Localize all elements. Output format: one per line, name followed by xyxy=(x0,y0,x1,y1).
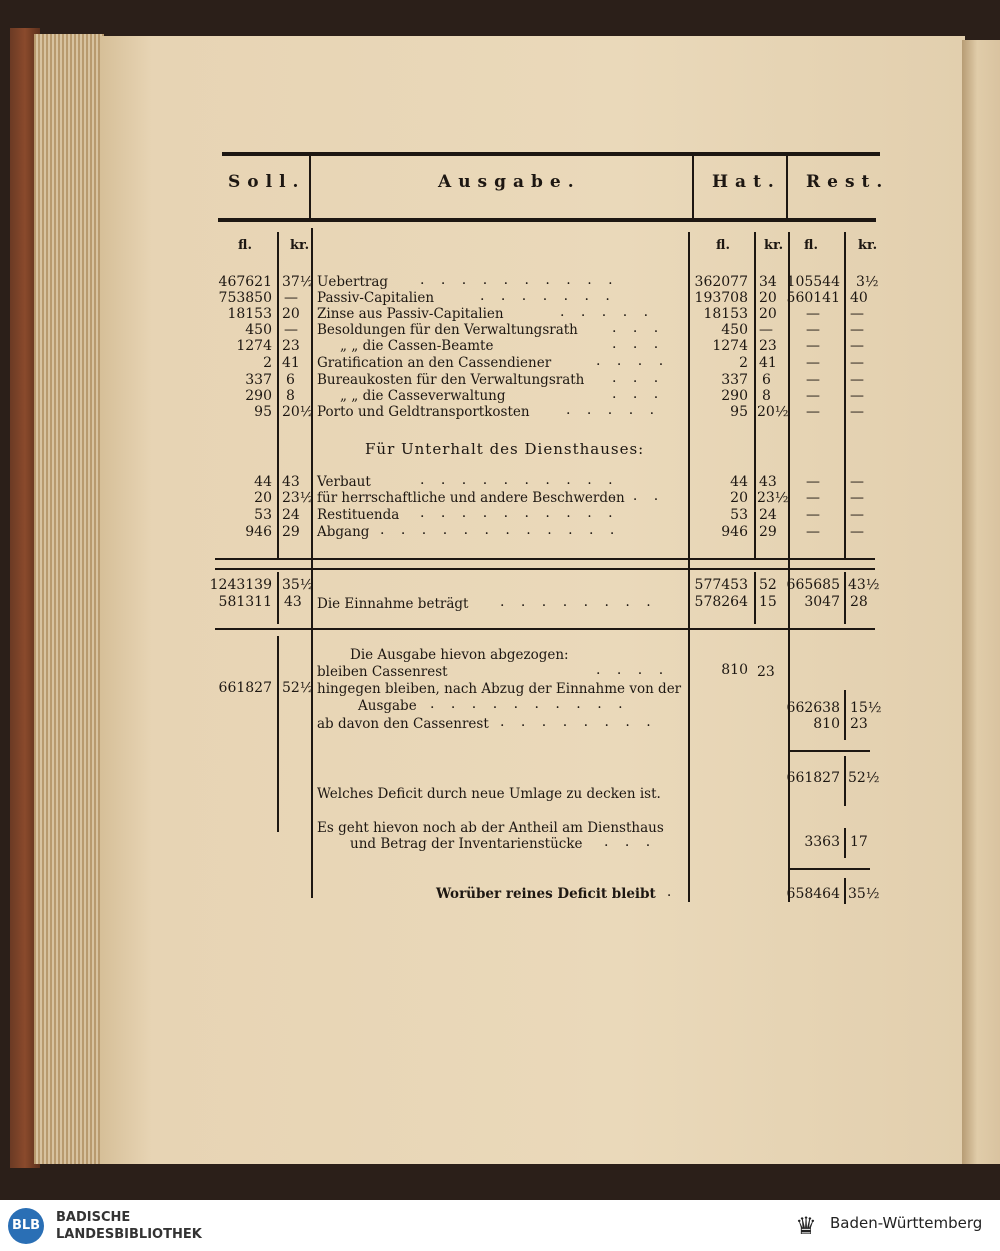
rest-kr: — xyxy=(850,524,864,540)
einnahme-description: Die Einnahme beträgt xyxy=(317,596,469,612)
soll-kr: 6 xyxy=(286,372,295,388)
header-soll: Soll. xyxy=(228,172,306,192)
hat-fl: 946 xyxy=(721,524,748,540)
soll-fl: 2 xyxy=(263,355,272,371)
rest-fl: — xyxy=(806,490,820,506)
section-heading: Für Unterhalt des Diensthauses: xyxy=(365,440,645,458)
row-description: Uebertrag xyxy=(317,274,389,290)
abzug-cassenrest-kr: 23 xyxy=(850,716,868,732)
column-rule xyxy=(844,572,846,624)
einnahme-hat-kr: 15 xyxy=(759,594,777,610)
anteil-rest-fl: 3363 xyxy=(804,834,840,850)
hat-fl: 44 xyxy=(730,474,748,490)
anteil-rest-kr: 17 xyxy=(850,834,868,850)
coat-of-arms-icon: ♛ xyxy=(795,1212,817,1240)
dot-leader: . . . . . xyxy=(560,304,655,320)
soll-kr: 8 xyxy=(286,388,295,404)
dot-leader: . . . . . . . . . . xyxy=(430,696,629,712)
soll-kr: 37½ xyxy=(282,274,314,290)
rest-fl: — xyxy=(806,306,820,322)
hat-kr: 20 xyxy=(759,306,777,322)
dot-leader: . . . . . . . . . . xyxy=(420,505,619,521)
hat-kr: 24 xyxy=(759,507,777,523)
facing-page-edge xyxy=(962,40,1000,1164)
dot-leader: . . . xyxy=(612,370,665,386)
soll-kr: — xyxy=(284,290,298,306)
hat-kr: 43 xyxy=(759,474,777,490)
rest-kr: — xyxy=(850,507,864,523)
row-description: Bureaukosten für den Verwaltungsrath xyxy=(317,372,585,388)
final-rest-kr: 35½ xyxy=(848,886,880,902)
soll-fl: 467621 xyxy=(218,274,272,290)
rest-fl: 560141 xyxy=(786,290,840,306)
rest-fl: — xyxy=(806,474,820,490)
soll-fl: 946 xyxy=(245,524,272,540)
blb-line2: LANDESBIBLIOTHEK xyxy=(56,1227,202,1242)
column-rule xyxy=(844,828,846,858)
abzug-cassenrest-fl: 810 xyxy=(813,716,840,732)
header-rest: Rest. xyxy=(806,172,890,192)
rest-kr: — xyxy=(850,388,864,404)
hat-kr: 23 xyxy=(759,338,777,354)
total-hat-kr: 52 xyxy=(759,577,777,593)
dot-leader: . . . . . . . . . . xyxy=(420,472,619,488)
abzug-line3: ab davon den Cassenrest xyxy=(317,716,489,732)
soll-fl: 44 xyxy=(254,474,272,490)
subheader-rest-fl: fl. xyxy=(804,238,818,253)
soll-kr: 43 xyxy=(282,474,300,490)
soll-kr: 41 xyxy=(282,355,300,371)
soll-kr: — xyxy=(284,322,298,338)
abzug-line2a: hingegen bleiben, nach Abzug der Einnahme von der xyxy=(317,681,682,697)
rest-kr: — xyxy=(850,306,864,322)
hat-kr: 34 xyxy=(759,274,777,290)
soll-kr: 29 xyxy=(282,524,300,540)
blb-logo-icon[interactable]: BLB xyxy=(8,1208,44,1244)
column-rule xyxy=(277,572,279,624)
section-rule xyxy=(790,868,870,870)
total-hat-fl: 577453 xyxy=(694,577,748,593)
hat-fl: 2 xyxy=(739,355,748,371)
total-rest-kr: 43½ xyxy=(848,577,880,593)
header-divider xyxy=(692,156,694,220)
total-soll-fl: 1243139 xyxy=(209,577,272,593)
soll-fl: 290 xyxy=(245,388,272,404)
section-rule xyxy=(215,568,875,570)
column-rule xyxy=(754,572,756,624)
soll-kr: 20½ xyxy=(282,404,314,420)
column-rule xyxy=(844,232,846,558)
header-divider xyxy=(309,156,311,220)
soll-fl: 753850 xyxy=(218,290,272,306)
abzug-soll-kr: 52½ xyxy=(282,680,314,696)
final-description: Worüber reines Deficit bleibt xyxy=(436,886,656,902)
column-rule xyxy=(277,636,279,832)
rest-kr: — xyxy=(850,338,864,354)
dot-leader: . . . . xyxy=(596,662,670,678)
row-description: „ „ die Cassen-Beamte xyxy=(340,338,494,354)
row-description: „ „ die Casseverwaltung xyxy=(340,388,506,404)
row-description: Restituenda xyxy=(317,507,400,523)
abzug-heading: Die Ausgabe hievon abgezogen: xyxy=(350,647,569,663)
anteil-line2: und Betrag der Inventarienstücke xyxy=(350,836,583,852)
dot-leader: . . . . xyxy=(596,353,670,369)
row-description: Verbaut xyxy=(317,474,371,490)
row-description: Zinse aus Passiv-Capitalien xyxy=(317,306,504,322)
hat-fl: 193708 xyxy=(694,290,748,306)
section-rule xyxy=(790,750,870,752)
page-stack-edge xyxy=(34,34,104,1164)
dot-leader: . . . . . . . . xyxy=(500,594,657,610)
hat-fl: 18153 xyxy=(703,306,748,322)
header-divider xyxy=(786,156,788,220)
dot-leader: . . . xyxy=(612,386,665,402)
rest-fl: — xyxy=(806,372,820,388)
hat-fl: 337 xyxy=(721,372,748,388)
viewer-footer xyxy=(0,1200,1000,1251)
hat-fl: 1274 xyxy=(712,338,748,354)
bw-name[interactable]: Baden-Württemberg xyxy=(830,1214,983,1232)
subheader-hat-fl: fl. xyxy=(716,238,730,253)
rest-kr: — xyxy=(850,490,864,506)
hat-kr: 8 xyxy=(762,388,771,404)
blb-name[interactable] xyxy=(56,1209,202,1243)
dot-leader: . . . xyxy=(612,336,665,352)
anteil-line1: Es geht hievon noch ab der Antheil am Diensthaus xyxy=(317,820,664,836)
rest-kr: — xyxy=(850,372,864,388)
row-description: Gratification an den Cassendiener xyxy=(317,355,552,371)
dot-leader: . . xyxy=(646,884,678,900)
dot-leader: . . . . . . . . xyxy=(500,714,657,730)
cassenrest-hat-kr: 23 xyxy=(757,664,775,680)
rest-fl: 105544 xyxy=(786,274,840,290)
column-rule xyxy=(844,690,846,740)
hat-fl: 53 xyxy=(730,507,748,523)
section-rule xyxy=(215,628,875,630)
einnahme-soll-fl: 581311 xyxy=(218,594,272,610)
dot-leader: . . . xyxy=(604,834,657,850)
hat-kr: — xyxy=(759,322,773,338)
einnahme-rest-kr: 28 xyxy=(850,594,868,610)
column-rule xyxy=(788,232,790,902)
soll-fl: 1274 xyxy=(236,338,272,354)
row-description: Abgang xyxy=(317,524,370,540)
column-rule xyxy=(311,228,313,898)
rest-fl: — xyxy=(806,388,820,404)
dot-leader: . . . xyxy=(612,488,665,504)
deficit-rest-kr: 52½ xyxy=(848,770,880,786)
cassenrest-hat-fl: 810 xyxy=(721,662,748,678)
hat-kr: 29 xyxy=(759,524,777,540)
rest-fl: — xyxy=(806,507,820,523)
column-rule xyxy=(844,878,846,904)
abzug-soll-fl: 661827 xyxy=(218,680,272,696)
soll-fl: 18153 xyxy=(227,306,272,322)
header-bottom-rule xyxy=(218,218,876,222)
row-description: Porto und Geldtransportkosten xyxy=(317,404,530,420)
blb-line1: BADISCHE xyxy=(56,1210,131,1225)
soll-kr: 23½ xyxy=(282,490,314,506)
soll-kr: 20 xyxy=(282,306,300,322)
rest-kr: — xyxy=(850,404,864,420)
total-rest-fl: 665685 xyxy=(786,577,840,593)
soll-kr: 24 xyxy=(282,507,300,523)
soll-fl: 337 xyxy=(245,372,272,388)
rest-kr: 3½ xyxy=(856,274,879,290)
header-hat: Hat. xyxy=(712,172,781,192)
hat-kr: 41 xyxy=(759,355,777,371)
hat-fl: 450 xyxy=(721,322,748,338)
row-description: Passiv-Capitalien xyxy=(317,290,435,306)
top-rule xyxy=(222,152,880,156)
soll-fl: 53 xyxy=(254,507,272,523)
hat-fl: 20 xyxy=(730,490,748,506)
column-rule xyxy=(277,232,279,558)
einnahme-soll-kr: 43 xyxy=(284,594,302,610)
row-description: Besoldungen für den Verwaltungsrath xyxy=(317,322,578,338)
hat-kr: 6 xyxy=(762,372,771,388)
dot-leader: . . . . . . . . . . . . xyxy=(380,522,621,538)
row-description: für herrschaftliche und andere Beschwerden xyxy=(317,490,625,506)
deficit-rest-fl: 661827 xyxy=(786,770,840,786)
einnahme-hat-fl: 578264 xyxy=(694,594,748,610)
rest-kr: 40 xyxy=(850,290,868,306)
rest-fl: — xyxy=(806,524,820,540)
section-rule xyxy=(215,558,875,560)
rest-fl: — xyxy=(806,404,820,420)
hat-fl: 290 xyxy=(721,388,748,404)
hat-fl: 95 xyxy=(730,404,748,420)
subheader-soll-kr: kr. xyxy=(290,238,310,253)
dot-leader: . . . xyxy=(612,320,665,336)
dot-leader: . . . . . . . . . . xyxy=(420,272,619,288)
hat-kr: 20½ xyxy=(757,404,789,420)
einnahme-rest-fl: 3047 xyxy=(804,594,840,610)
subheader-hat-kr: kr. xyxy=(764,238,784,253)
rest-kr: — xyxy=(850,355,864,371)
rest-fl: — xyxy=(806,322,820,338)
hat-kr: 23½ xyxy=(757,490,789,506)
dot-leader: . . . . . . . xyxy=(480,288,616,304)
hat-fl: 362077 xyxy=(694,274,748,290)
abzug-line2b: Ausgabe xyxy=(358,698,417,714)
soll-fl: 20 xyxy=(254,490,272,506)
total-soll-kr: 35½ xyxy=(282,577,314,593)
abzug-line1: bleiben Cassenrest xyxy=(317,664,448,680)
soll-fl: 95 xyxy=(254,404,272,420)
subheader-rest-kr: kr. xyxy=(858,238,878,253)
deficit-description: Welches Deficit durch neue Umlage zu decken ist. xyxy=(317,786,661,802)
dot-leader: . . . . . xyxy=(566,402,661,418)
soll-fl: 450 xyxy=(245,322,272,338)
final-rest-fl: 658464 xyxy=(786,886,840,902)
abzug-rest-fl: 662638 xyxy=(786,700,840,716)
soll-kr: 23 xyxy=(282,338,300,354)
hat-kr: 20 xyxy=(759,290,777,306)
rest-kr: — xyxy=(850,322,864,338)
column-rule xyxy=(754,232,756,558)
subheader-soll-fl: fl. xyxy=(238,238,252,253)
rest-fl: — xyxy=(806,338,820,354)
header-ausgabe: Ausgabe. xyxy=(438,172,581,192)
abzug-rest-kr: 15½ xyxy=(850,700,882,716)
column-rule xyxy=(844,756,846,806)
rest-fl: — xyxy=(806,355,820,371)
rest-kr: — xyxy=(850,474,864,490)
